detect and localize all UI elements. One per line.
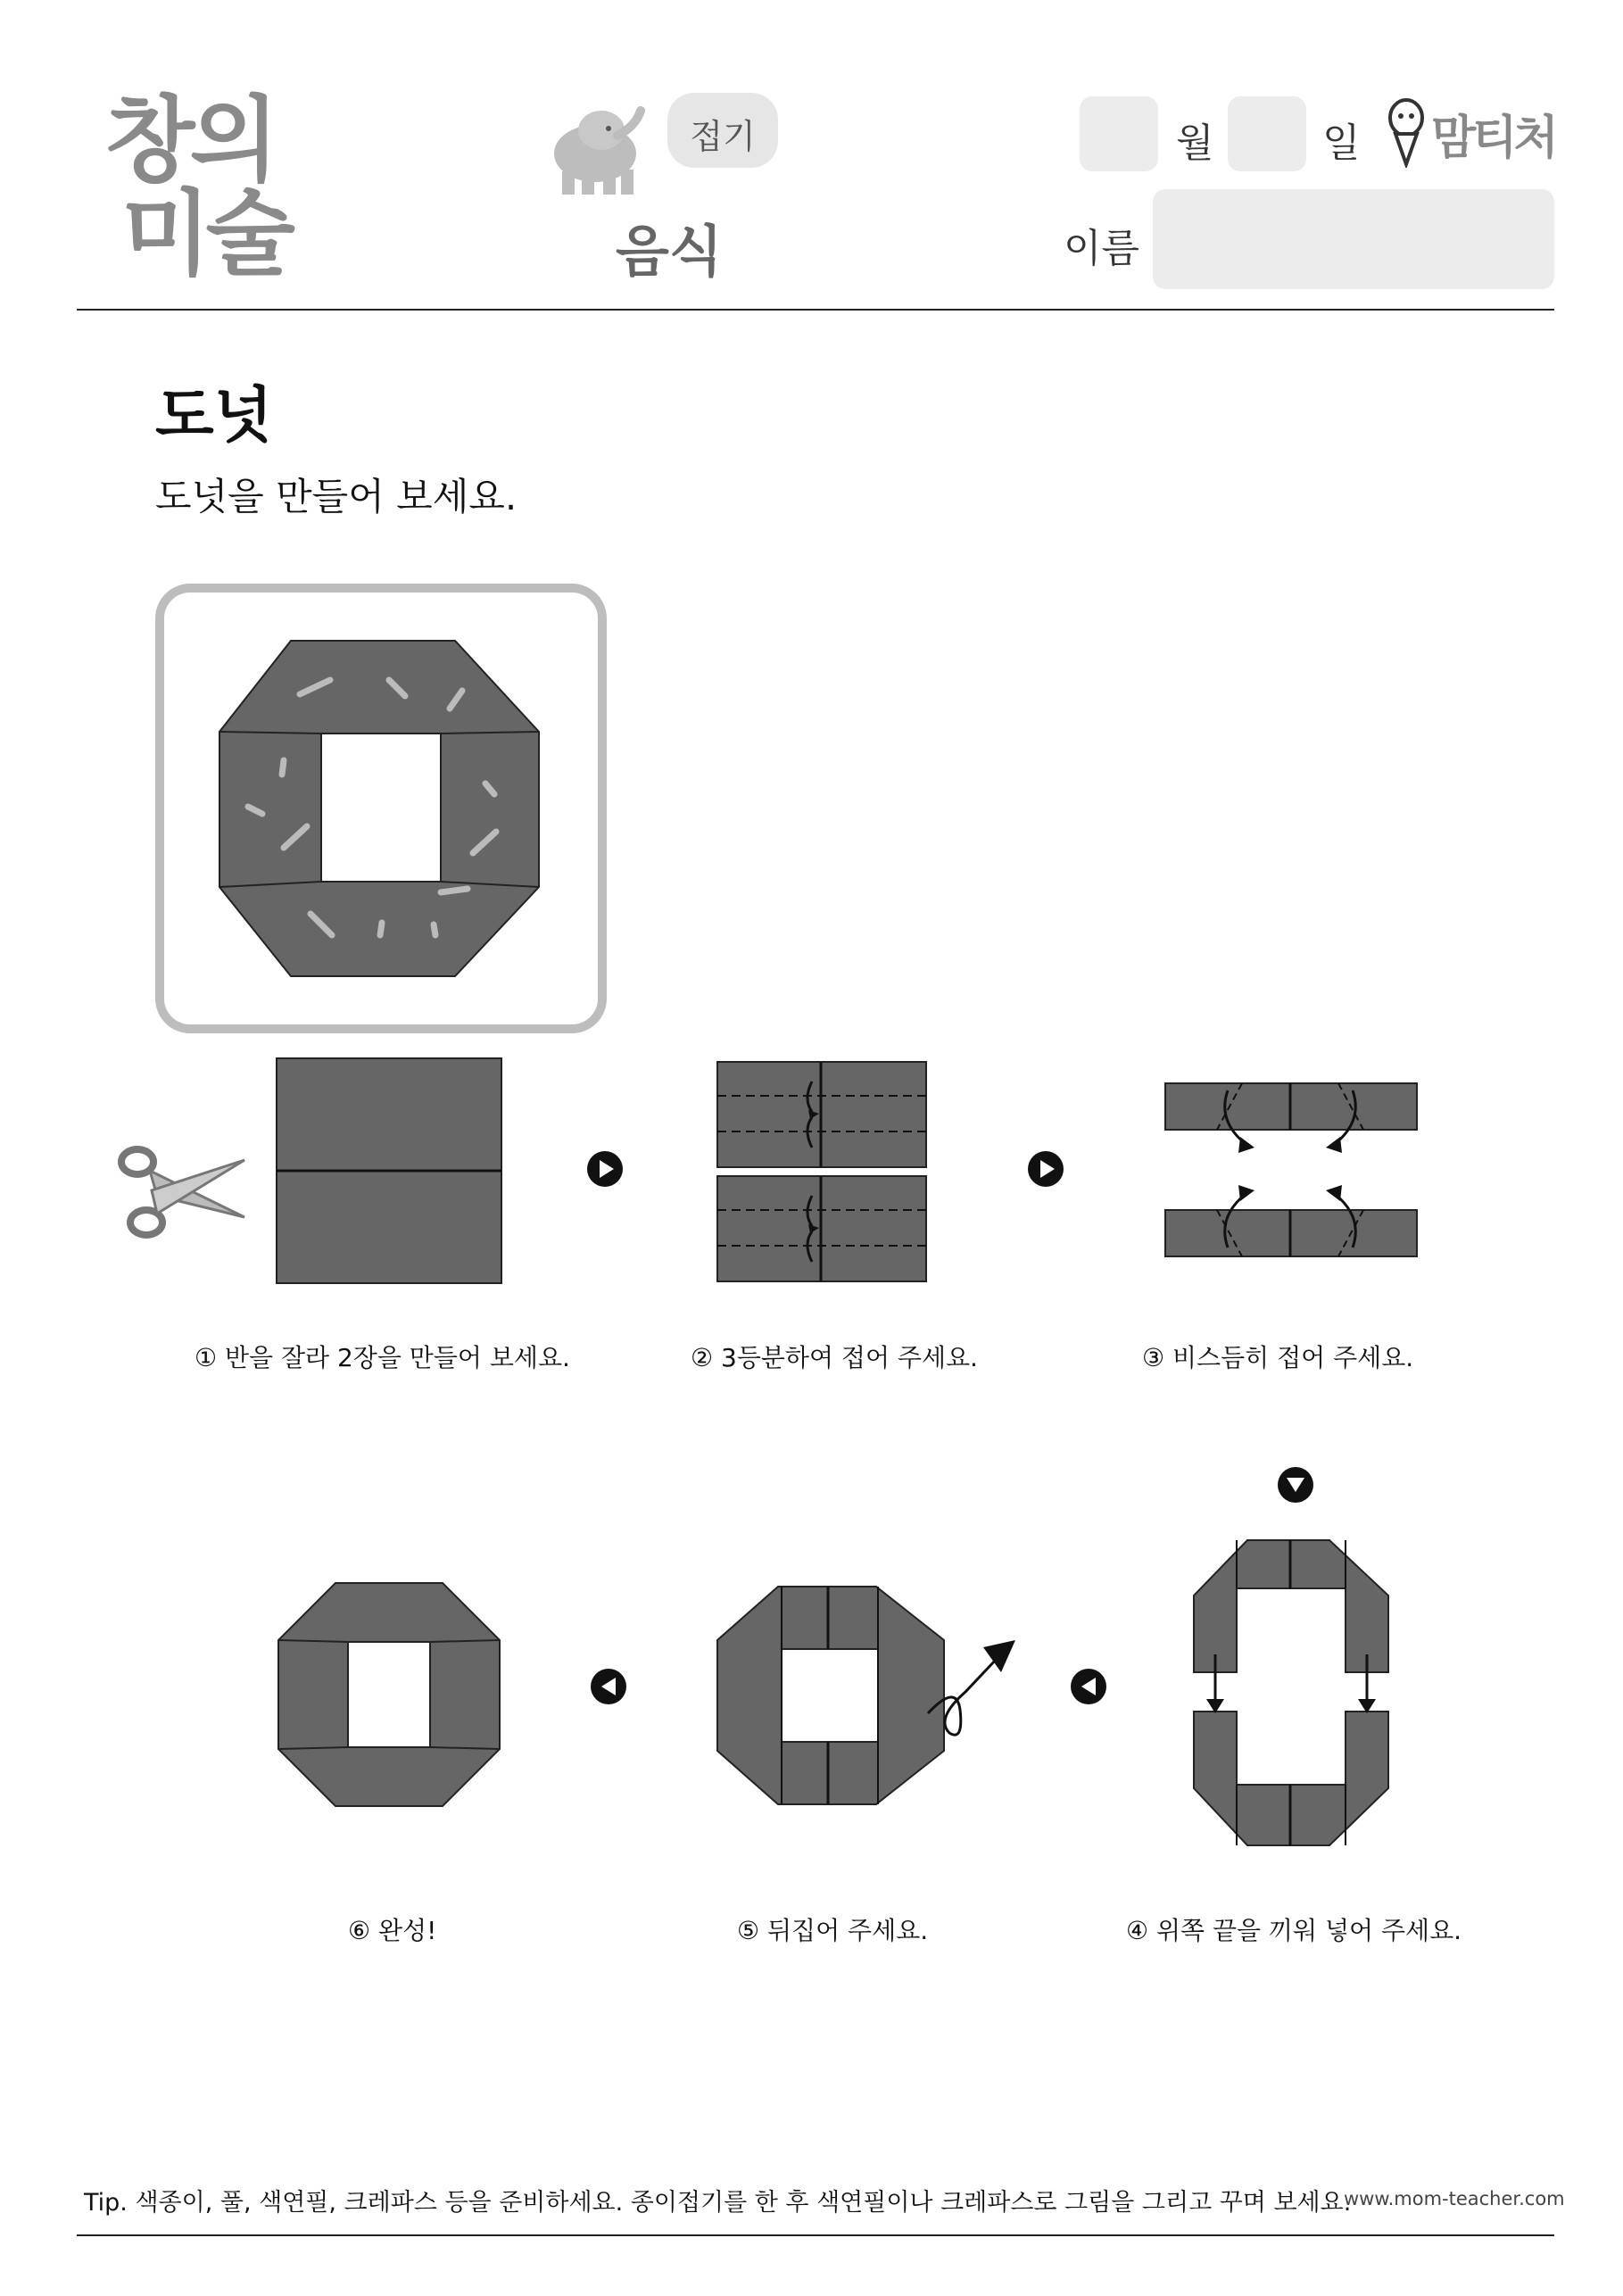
footer-tip: Tip. 색종이, 풀, 색연필, 크레파스 등을 준비하세요. 종이접기를 한 후 색연필이나 크레파스로 그림을 그리고 꾸며 보세요. xyxy=(84,2189,1352,2217)
header-divider xyxy=(77,309,1554,311)
elephant-icon xyxy=(546,100,653,198)
play-left-icon xyxy=(1081,1678,1096,1695)
brand-logo: 맘티처 xyxy=(1431,112,1555,165)
pencil-mascot-icon xyxy=(1385,96,1428,168)
play-right-icon xyxy=(600,1160,614,1178)
logo-line2: 미술 xyxy=(121,179,290,288)
play-left-icon xyxy=(601,1678,616,1695)
play-right-icon xyxy=(1040,1160,1055,1178)
category-tag-label: 접기 xyxy=(690,117,756,156)
step-3-caption: ③ 비스듬히 접어 주세요. xyxy=(1142,1343,1414,1372)
step6-finished-donut xyxy=(277,1581,501,1808)
step-5-caption: ⑤ 뒤집어 주세요. xyxy=(737,1916,929,1945)
play-down-icon xyxy=(1287,1478,1304,1492)
step4-tuck-ends xyxy=(1190,1538,1392,1847)
footer-website[interactable]: www.mom-teacher.com xyxy=(1344,2188,1565,2209)
month-label: 월 xyxy=(1176,120,1214,166)
day-input[interactable] xyxy=(1228,96,1306,171)
step3-diagonal-fold xyxy=(1163,1082,1420,1260)
subject-title: 음식 xyxy=(616,219,723,284)
header xyxy=(0,0,1623,312)
name-input[interactable] xyxy=(1153,189,1554,289)
step2-thirds-fold xyxy=(716,1060,928,1283)
month-input[interactable] xyxy=(1080,96,1158,171)
step-6-caption: ⑥ 완성! xyxy=(348,1916,437,1945)
logo-line1: 창의 xyxy=(105,86,274,195)
step-4-caption: ④ 위쪽 끝을 끼워 넣어 주세요. xyxy=(1126,1916,1462,1945)
footer-divider xyxy=(77,2234,1554,2236)
day-label: 일 xyxy=(1322,120,1361,166)
step-2-caption: ② 3등분하여 접어 주세요. xyxy=(691,1343,978,1372)
step5-flip-over xyxy=(716,1585,1019,1808)
finished-donut-illustration xyxy=(155,584,607,1033)
lesson-instruction: 도넛을 만들어 보세요. xyxy=(155,475,518,518)
name-label: 이름 xyxy=(1064,226,1140,271)
step-1-caption: ① 반을 잘라 2장을 만들어 보세요. xyxy=(195,1343,570,1372)
scissors-icon xyxy=(114,1139,248,1246)
lesson-title: 도넛 xyxy=(155,381,273,452)
step1-paper-square xyxy=(275,1057,503,1285)
